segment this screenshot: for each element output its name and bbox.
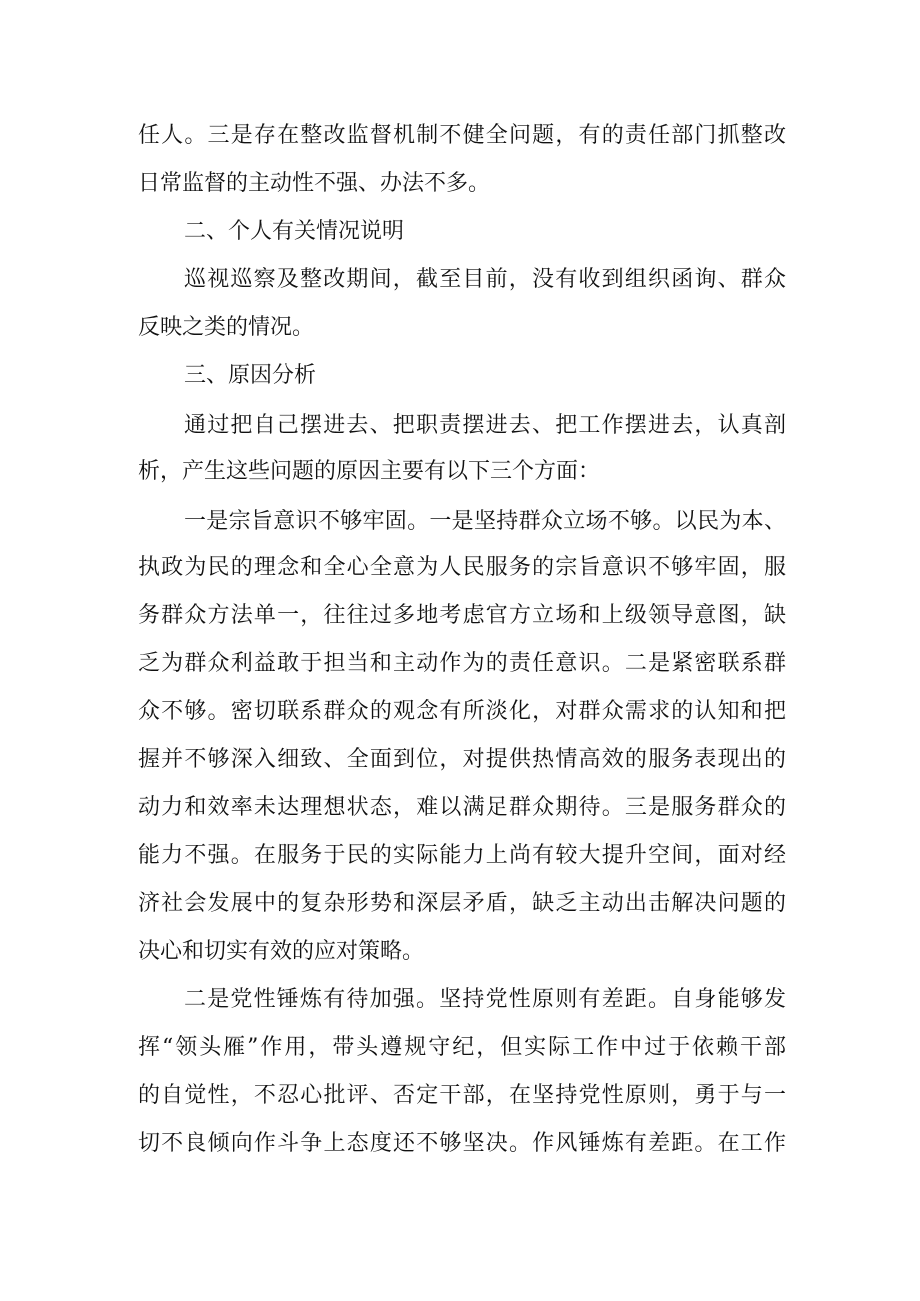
text-line: 一是宗旨意识不够牢固。一是坚持群众立场不够。以民为本、 <box>184 509 786 534</box>
text-line: 通过把自己摆进去、把职责摆进去、把工作摆进去，认真剖 <box>184 413 786 438</box>
section-heading: 三、原因分析 <box>184 363 317 388</box>
text-line: 务群众方法单一，往往过多地考虑官方立场和上级领导意图，缺 <box>138 603 786 628</box>
text-line: 二是党性锤炼有待加强。坚持党性原则有差距。自身能够发 <box>184 987 786 1012</box>
text-line: 切不良倾向作斗争上态度还不够坚决。作风锤炼有差距。在工作 <box>138 1131 786 1156</box>
text-line: 执政为民的理念和全心全意为人民服务的宗旨意识不够牢固，服 <box>138 555 786 580</box>
text-line: 的自觉性，不忍心批评、否定干部，在坚持党性原则，勇于与一 <box>138 1083 786 1108</box>
text-line: 反映之类的情况。 <box>138 315 315 340</box>
section-heading: 二、个人有关情况说明 <box>184 219 405 244</box>
text-line: 乏为群众利益敢于担当和主动作为的责任意识。二是紧密联系群 <box>138 651 786 676</box>
text-line: 析，产生这些问题的原因主要有以下三个方面： <box>138 459 601 484</box>
text-line: 巡视巡察及整改期间，截至目前，没有收到组织函询、群众 <box>184 267 786 292</box>
text-line: 动力和效率未达理想状态，难以满足群众期待。三是服务群众的 <box>138 795 786 820</box>
text-line: 握并不够深入细致、全面到位，对提供热情高效的服务表现出的 <box>138 747 786 772</box>
text-line: 任人。三是存在整改监督机制不健全问题，有的责任部门抓整改 <box>138 123 786 148</box>
text-line: 决心和切实有效的应对策略。 <box>138 939 425 964</box>
text-line: 能力不强。在服务于民的实际能力上尚有较大提升空间，面对经 <box>138 843 786 868</box>
text-line: 挥“领头雁”作用，带头遵规守纪，但实际工作中过于依赖干部 <box>138 1035 786 1060</box>
text-line: 济社会发展中的复杂形势和深层矛盾，缺乏主动出击解决问题的 <box>138 891 786 916</box>
text-line: 日常监督的主动性不强、办法不多。 <box>138 171 491 196</box>
text-line: 众不够。密切联系群众的观念有所淡化，对群众需求的认知和把 <box>138 699 786 724</box>
